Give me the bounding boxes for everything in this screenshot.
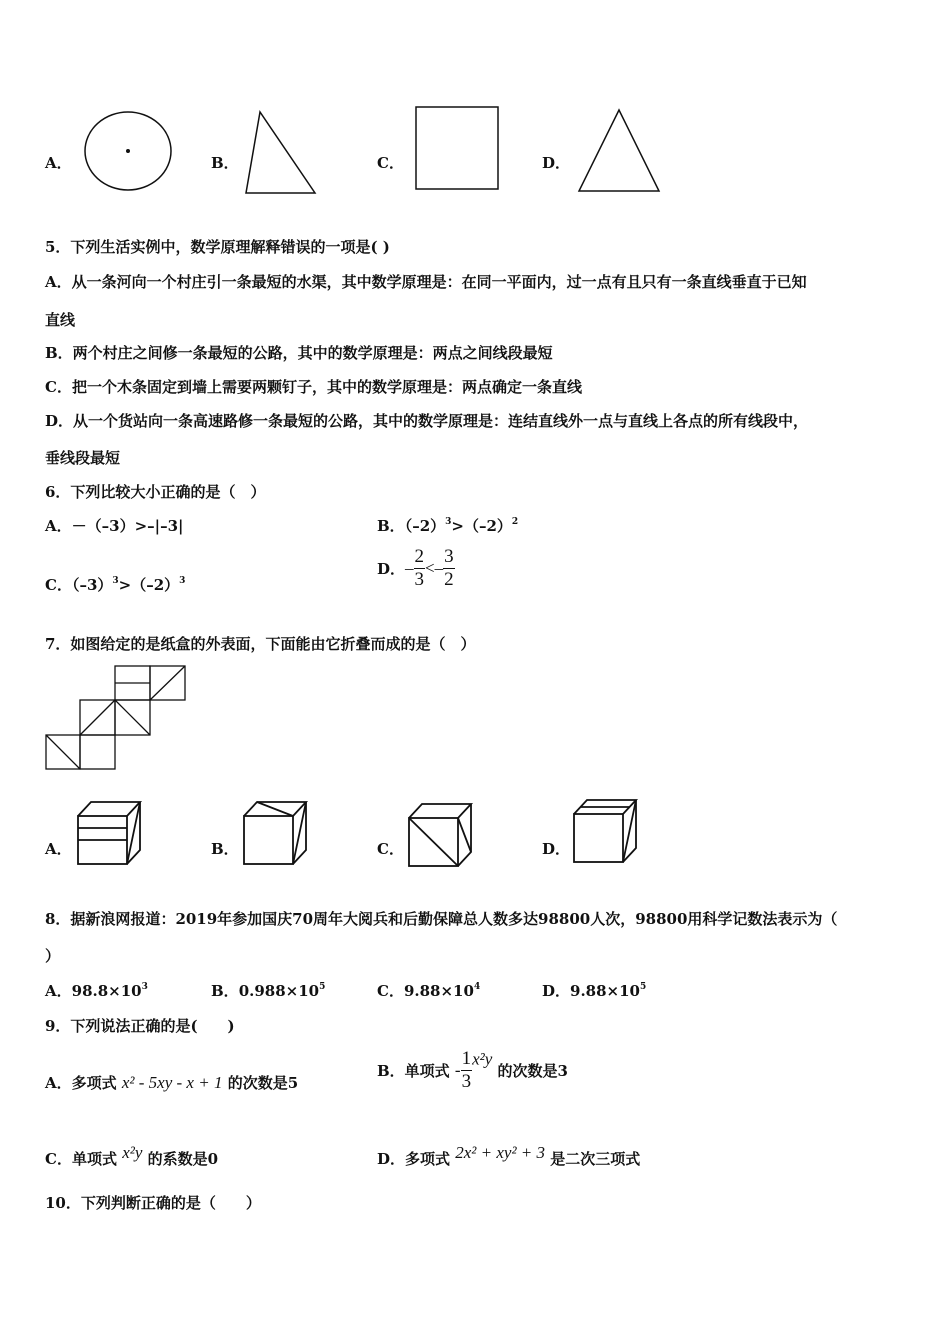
q7-stem: 7．如图给定的是纸盒的外表面，下面能由它折叠而成的是（ ） <box>45 635 476 653</box>
q9-option-d <box>377 1143 640 1169</box>
q8-d-exp: 5 <box>640 982 647 992</box>
q9-option-a <box>45 1072 298 1093</box>
q10-stem: 10．下列判断正确的是（ ） <box>45 1194 261 1212</box>
isoceles-triangle-figure <box>577 108 662 194</box>
q7-option-c-label: C． <box>377 840 404 858</box>
q5-stem: 5．下列生活实例中，数学原理解释错误的一项是( ) <box>45 238 390 256</box>
q6-option-d <box>377 546 455 591</box>
q8-b-label: B． <box>211 982 239 1000</box>
q5-option-b: B．两个村庄之间修一条最短的公路，其中的数学原理是：两点之间线段最短 <box>45 344 553 362</box>
q9-c-expression: x²y <box>122 1143 143 1162</box>
q6-option-a: A．－（–3）>–|–3| <box>45 517 184 535</box>
q9-b-denominator: 3 <box>461 1071 472 1092</box>
q8-option-d <box>542 980 646 1001</box>
cube-d-figure <box>573 798 641 866</box>
q9-b-numerator: 1 <box>461 1048 472 1069</box>
q4-option-a-label: A． <box>45 154 72 172</box>
cube-c-figure <box>408 802 474 870</box>
q9-c-suffix: 的系数是0 <box>147 1150 219 1168</box>
q8-d-label: D． <box>542 982 571 1000</box>
cube-net-figure <box>45 665 195 773</box>
q4-option-d-label: D． <box>542 154 571 172</box>
q6-b-base2: （–2） <box>463 517 512 535</box>
q8-stem-line2: ） <box>45 947 61 965</box>
q9-a-prefix: A．多项式 <box>45 1074 117 1092</box>
q6-d-den2: 2 <box>444 569 454 590</box>
q9-c-prefix: C．单项式 <box>45 1150 117 1168</box>
q6-option-c <box>45 574 185 595</box>
circle-figure <box>83 110 175 192</box>
q9-d-expression: 2x² + xy² + 3 <box>455 1143 546 1162</box>
q6-d-minus1: – <box>405 558 414 578</box>
q8-c-exp: 4 <box>473 982 481 992</box>
q9-b-prefix: B．单项式 <box>377 1062 450 1080</box>
square-figure <box>414 105 500 191</box>
q6-d-frac1 <box>414 546 426 591</box>
q6-b-base1: （–2） <box>404 517 446 535</box>
q9-stem: 9．下列说法正确的是( ) <box>45 1017 235 1035</box>
q6-c-base2: （–2） <box>131 576 180 594</box>
q7-option-d-label: D． <box>542 840 571 858</box>
q6-option-b <box>377 515 518 536</box>
q6-d-num2: 3 <box>444 546 454 567</box>
q5-option-d-line1: D．从一个货站向一条高速路修一条最短的公路，其中的数学原理是：连结直线外一点与直线上各点的所有线段中， <box>45 412 809 430</box>
q6-c-exp2: 3 <box>179 576 186 586</box>
q8-c-value: 9.88×10 <box>403 982 474 1000</box>
q9-b-suffix: 的次数是3 <box>497 1062 568 1080</box>
q6-b-gt: > <box>451 517 464 535</box>
q5-option-a-line1: A．从一条河向一个村庄引一条最短的水渠，其中数学原理是：在同一平面内，过一点有且只有一条直线垂直于已知 <box>45 273 807 291</box>
q5-option-c: C．把一个木条固定到墙上需要两颗钉子，其中的数学原理是：两点确定一条直线 <box>45 378 582 396</box>
q8-a-value: 98.8×10 <box>71 982 142 1000</box>
q8-b-exp: 5 <box>319 982 326 992</box>
q9-b-fraction <box>461 1048 473 1093</box>
q9-a-expression: x² - 5xy - x + 1 <box>121 1073 223 1092</box>
q9-option-b <box>377 1048 568 1093</box>
q8-option-a <box>45 980 148 1001</box>
q9-d-prefix: D．多项式 <box>377 1150 451 1168</box>
q8-a-exp: 3 <box>141 982 148 992</box>
cube-b-figure <box>243 800 309 868</box>
q6-d-lt: <– <box>425 558 444 578</box>
cube-a-figure <box>77 800 143 868</box>
q9-a-suffix: 的次数是5 <box>227 1074 299 1092</box>
q6-b-exp1: 3 <box>445 517 452 527</box>
q6-c-base1: （–3） <box>71 576 113 594</box>
q4-option-c-label: C． <box>377 154 404 172</box>
q6-b-label: B． <box>377 517 405 535</box>
q8-stem-line1: 8．据新浪网报道：2019年参加国庆70周年大阅兵和后勤保障总人数多达98800人次，98800用科学记数法表示为（ <box>45 910 838 928</box>
q4-option-b-label: B． <box>211 154 239 172</box>
q5-option-d-line2: 垂线段最短 <box>45 449 121 467</box>
q6-c-gt: > <box>118 576 132 594</box>
q6-stem: 6．下列比较大小正确的是（ ） <box>45 483 266 501</box>
q5-option-a-line2: 直线 <box>45 311 76 329</box>
q6-d-den1: 3 <box>414 569 425 590</box>
q7-option-b-label: B． <box>211 840 239 858</box>
q9-b-variable: x²y <box>472 1049 493 1069</box>
q9-option-c <box>45 1143 218 1169</box>
q6-c-label: C． <box>45 576 72 594</box>
obtuse-triangle-figure <box>244 110 319 196</box>
q8-option-b <box>211 980 325 1001</box>
q6-d-label: D． <box>377 560 406 578</box>
q6-d-num1: 2 <box>414 546 425 567</box>
q8-a-label: A． <box>45 982 72 1000</box>
q6-d-frac2 <box>443 546 455 591</box>
q8-b-value: 0.988×10 <box>238 982 320 1000</box>
q9-d-suffix: 是二次三项式 <box>550 1150 641 1168</box>
q6-b-exp2: 2 <box>511 517 519 527</box>
q8-option-c <box>377 980 480 1001</box>
q8-c-label: C． <box>377 982 404 1000</box>
q6-c-exp1: 3 <box>112 576 119 586</box>
q8-d-value: 9.88×10 <box>570 982 640 1000</box>
q9-b-sign: - <box>454 1060 461 1080</box>
q7-option-a-label: A． <box>45 840 72 858</box>
